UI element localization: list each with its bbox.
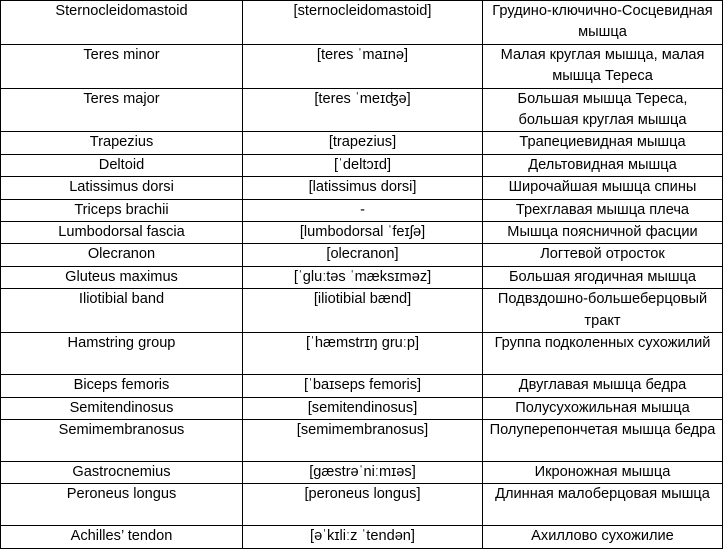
table-row [1, 88, 723, 132]
translation-cell: Грудино-ключично-Сосцевидная мышца [483, 1, 723, 45]
term-cell: Latissimus dorsi [1, 177, 243, 199]
translation-cell: Длинная малоберцовая мышца [483, 484, 723, 526]
table-row [1, 397, 723, 419]
term-cell: Biceps femoris [1, 375, 243, 397]
transcription-cell: [lumbodorsal ˈfeɪʃə] [243, 222, 483, 244]
transcription-cell: [iliotibial bænd] [243, 289, 483, 333]
transcription-cell: [əˈkɪliːz ˈtendən] [243, 526, 483, 548]
translation-cell: Мышца поясничной фасции [483, 222, 723, 244]
table-row [1, 461, 723, 483]
table-row [1, 266, 723, 288]
table-row [1, 1, 723, 45]
term-cell: Teres minor [1, 44, 243, 88]
table-row [1, 289, 723, 333]
table-row [1, 526, 723, 548]
table-row [1, 154, 723, 176]
translation-cell: Подвздошно-большеберцовый тракт [483, 289, 723, 333]
term-cell: Lumbodorsal fascia [1, 222, 243, 244]
translation-cell: Большая ягодичная мышца [483, 266, 723, 288]
transcription-cell: [ˈhæmstrɪŋ gruːp] [243, 333, 483, 375]
term-cell: Peroneus longus [1, 484, 243, 526]
transcription-cell: [ˈdeltɔɪd] [243, 154, 483, 176]
term-cell: Semimembranosus [1, 419, 243, 461]
translation-cell: Двуглавая мышца бедра [483, 375, 723, 397]
translation-cell: Широчайшая мышца спины [483, 177, 723, 199]
translation-cell: Полусухожильная мышца [483, 397, 723, 419]
translation-cell: Трехглавая мышца плеча [483, 199, 723, 221]
term-cell: Teres major [1, 88, 243, 132]
table-row [1, 419, 723, 461]
transcription-cell: [olecranon] [243, 244, 483, 266]
transcription-cell: [ˈbaɪseps femoris] [243, 375, 483, 397]
term-cell: Iliotibial band [1, 289, 243, 333]
translation-cell: Малая круглая мышца, малая мышца Тереса [483, 44, 723, 88]
table-row [1, 222, 723, 244]
table-row [1, 375, 723, 397]
term-cell: Hamstring group [1, 333, 243, 375]
translation-cell: Икроножная мышца [483, 461, 723, 483]
term-cell: Gluteus maximus [1, 266, 243, 288]
translation-cell: Трапециевидная мышца [483, 132, 723, 154]
table-row [1, 44, 723, 88]
term-cell: Trapezius [1, 132, 243, 154]
transcription-cell: [teres ˈmaɪnə] [243, 44, 483, 88]
transcription-cell: [trapezius] [243, 132, 483, 154]
translation-cell: Ахиллово сухожилие [483, 526, 723, 548]
transcription-cell: [gæstrəˈniːmɪəs] [243, 461, 483, 483]
transcription-cell: - [243, 199, 483, 221]
table-row [1, 333, 723, 375]
term-cell: Deltoid [1, 154, 243, 176]
translation-cell: Группа подколенных сухожилий [483, 333, 723, 375]
table-row [1, 132, 723, 154]
transcription-cell: [latissimus dorsi] [243, 177, 483, 199]
term-cell: Semitendinosus [1, 397, 243, 419]
table-row [1, 484, 723, 526]
term-cell: Achilles’ tendon [1, 526, 243, 548]
table-row [1, 244, 723, 266]
translation-cell: Полуперепончетая мышца бедра [483, 419, 723, 461]
term-cell: Triceps brachii [1, 199, 243, 221]
transcription-cell: [peroneus longus] [243, 484, 483, 526]
translation-cell: Логтевой отросток [483, 244, 723, 266]
transcription-cell: [semitendinosus] [243, 397, 483, 419]
transcription-cell: [semimembranosus] [243, 419, 483, 461]
table-row [1, 199, 723, 221]
term-cell: Sternocleidomastoid [1, 1, 243, 45]
transcription-cell: [sternocleidomastoid] [243, 1, 483, 45]
term-cell: Olecranon [1, 244, 243, 266]
translation-cell: Дельтовидная мышца [483, 154, 723, 176]
transcription-cell: [ˈgluːtəs ˈmæksɪməz] [243, 266, 483, 288]
transcription-cell: [teres ˈmeɪʤə] [243, 88, 483, 132]
table-row [1, 177, 723, 199]
term-cell: Gastrocnemius [1, 461, 243, 483]
translation-cell: Большая мышца Тереса, большая круглая мышца [483, 88, 723, 132]
